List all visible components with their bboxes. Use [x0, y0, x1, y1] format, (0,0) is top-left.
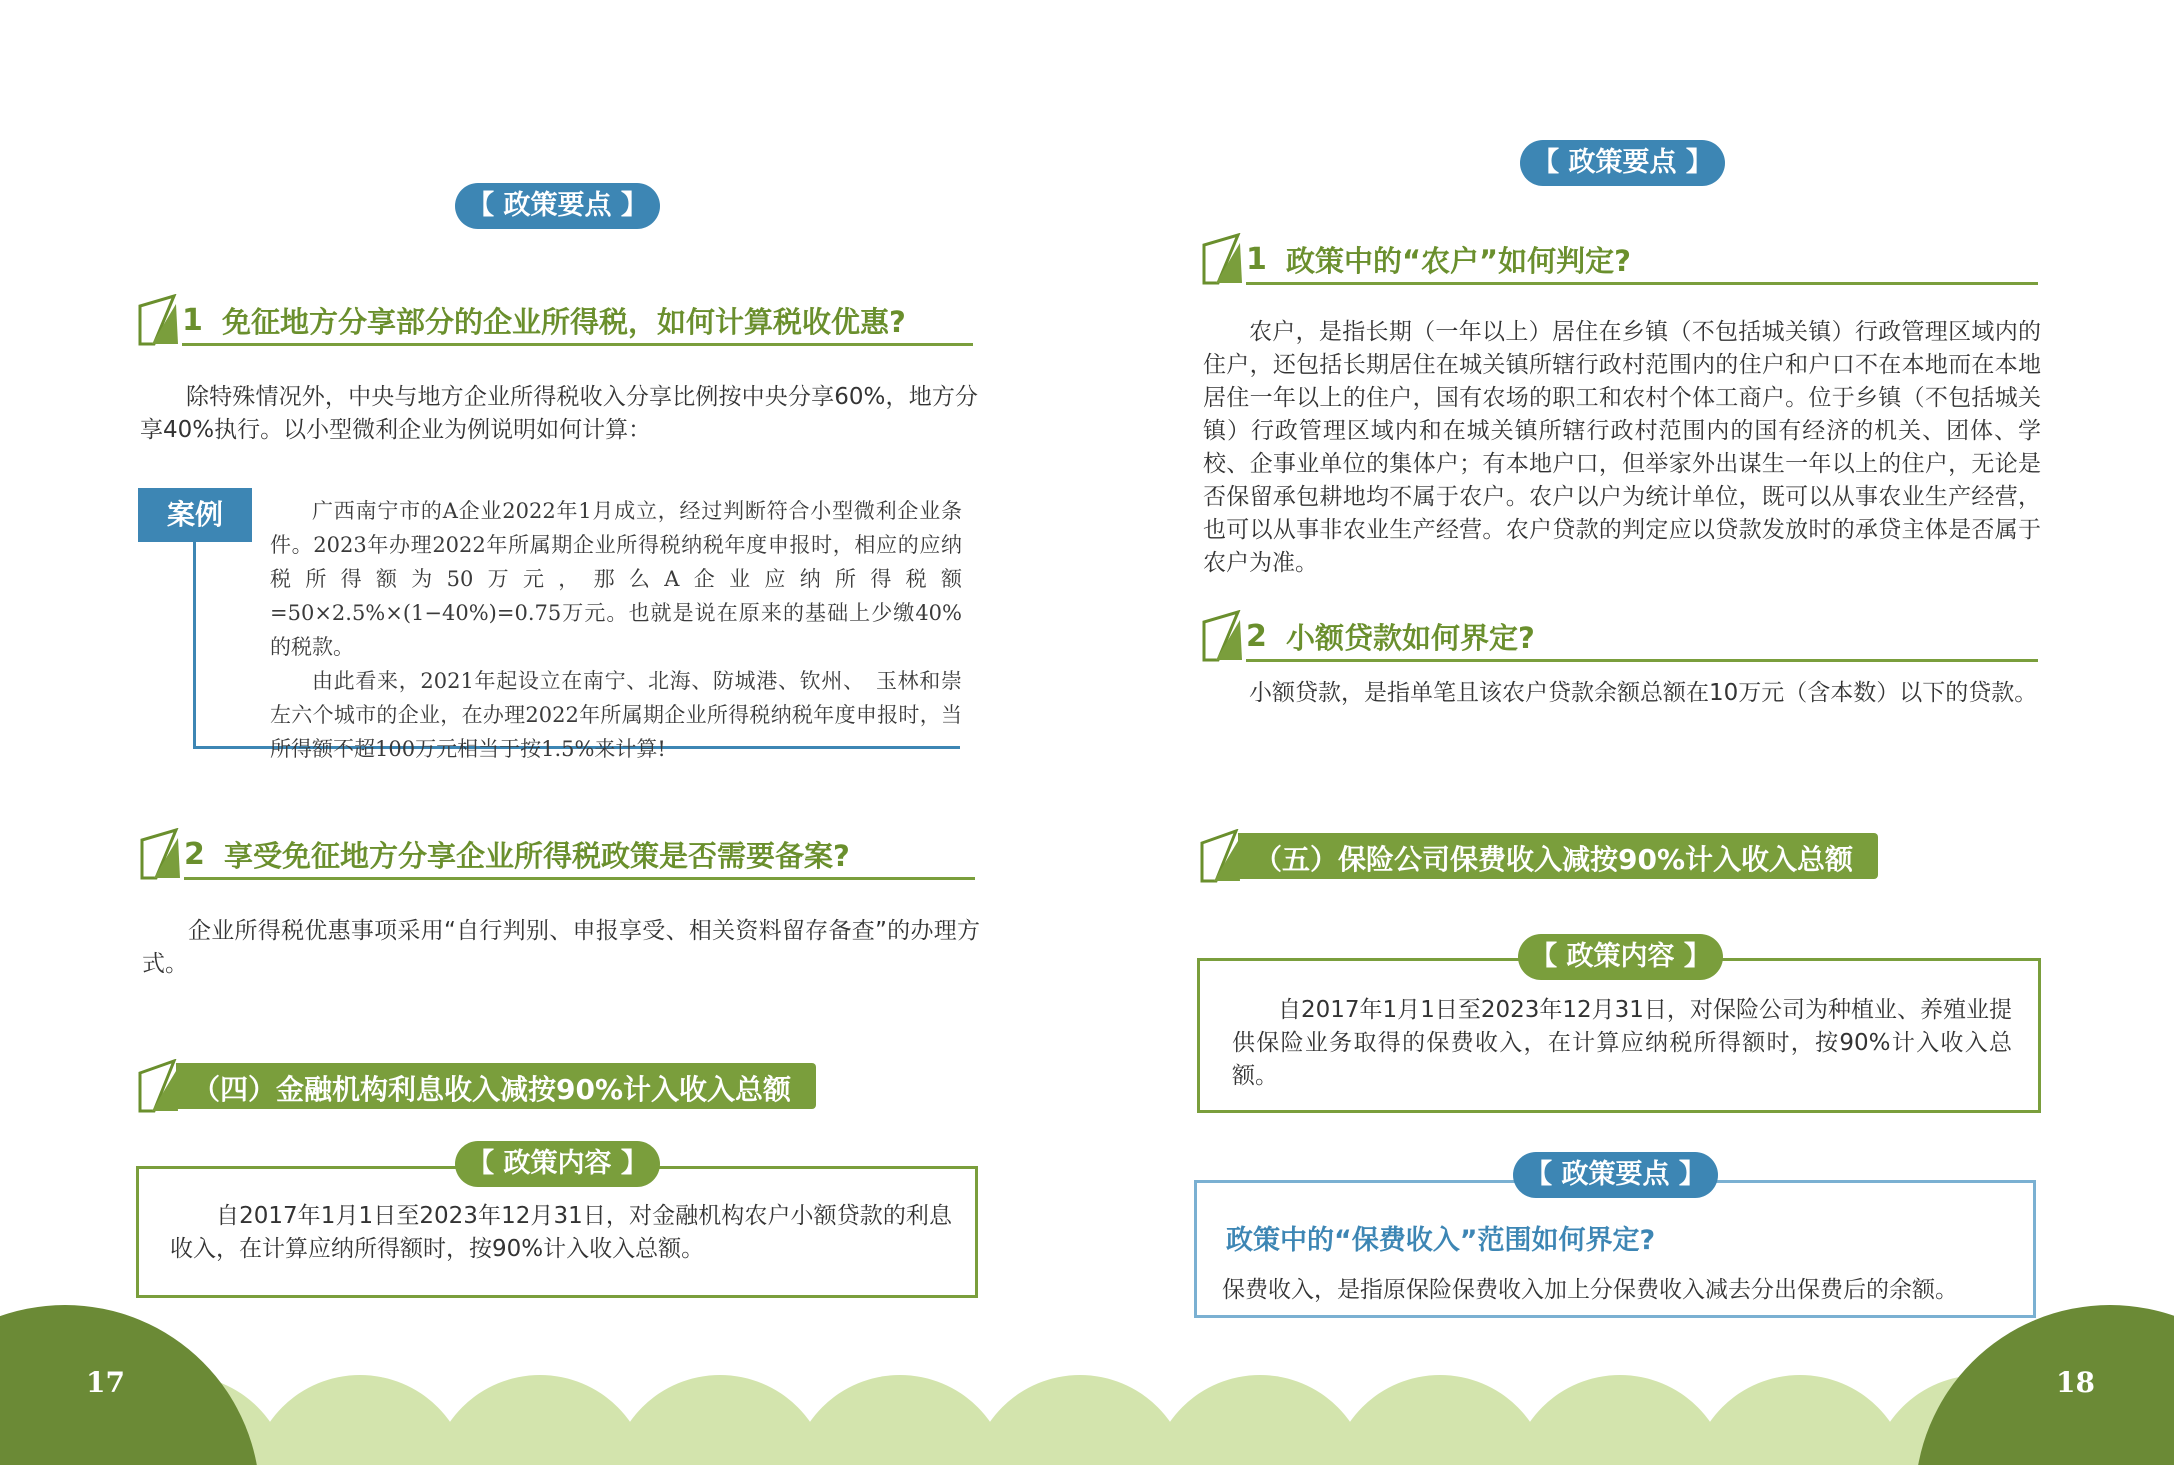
- question-title: 免征地方分享部分的企业所得税，如何计算税收优惠?: [222, 305, 906, 339]
- heading-underline: [184, 877, 975, 880]
- left-q1-intro: 除特殊情况外，中央与地方企业所得税收入分享比例按中央分享60%，地方分享40%执行。以小型微利企业为例说明如何计算：: [140, 384, 978, 443]
- policy-points-pill-left: 【 政策要点 】: [455, 183, 660, 229]
- section-5-content: 自2017年1月1日至2023年12月31日，对保险公司为种植业、养殖业提供保险业务取得的保费收入，在计算应纳税所得额时，按90%计入收入总额。: [1232, 997, 2012, 1089]
- policy-content-pill-left: 【 政策内容 】: [455, 1141, 660, 1187]
- question-number: 1: [1246, 242, 1267, 277]
- left-q2-text: 企业所得税优惠事项采用“自行判别、申报享受、相关资料留存备查”的办理方式。: [142, 918, 980, 977]
- premium-title: 政策中的“保费收入”范围如何界定?: [1226, 1225, 1656, 1256]
- policy-points-pill-right-2: 【 政策要点 】: [1513, 1152, 1718, 1198]
- heading-underline: [1246, 282, 2038, 285]
- right-question-2-heading: [1202, 610, 2038, 662]
- case-label: 案例: [138, 488, 252, 542]
- left-question-1-heading: [138, 294, 973, 346]
- section-4-title: （四）金融机构利息收入减按90%计入收入总额: [192, 1073, 792, 1106]
- arrow-tag-icon: [138, 1059, 196, 1113]
- page-number-left: 17: [86, 1366, 125, 1399]
- case-box-left-border: [193, 542, 196, 749]
- question-number: 2: [184, 837, 205, 872]
- heading-underline: [182, 343, 973, 346]
- footer-wave-decoration: [0, 1300, 2174, 1465]
- case-text: [270, 494, 962, 766]
- question-title: 政策中的“农户”如何判定?: [1286, 244, 1631, 278]
- right-question-1-heading: [1202, 233, 2038, 285]
- page-number-right: 18: [2056, 1366, 2095, 1399]
- premium-text: 保费收入，是指原保险保费收入加上分保费收入减去分出保费后的余额。: [1222, 1277, 1958, 1303]
- case-paragraph-1: 广西南宁市的A企业2022年1月成立，经过判断符合小型微利企业条件。2023年办理2022年所属期企业所得税纳税年度申报时，相应的应纳税所得额为50万元，那么A企业应纳所得税额=50×2.5%×(1−40%)=0.75万元。也就是说在原来的基础上少缴40% 的税款。: [270, 499, 962, 659]
- question-number: 1: [182, 303, 203, 338]
- policy-content-pill-right: 【 政策内容 】: [1518, 934, 1723, 980]
- section-4-title-bar: [138, 1063, 816, 1109]
- policy-points-pill-right: 【 政策要点 】: [1520, 140, 1725, 186]
- question-title: 享受免征地方分享企业所得税政策是否需要备案?: [224, 839, 850, 873]
- heading-underline: [1246, 659, 2038, 662]
- right-q1-text: 农户，是指长期（一年以上）居住在乡镇（不包括城关镇）行政管理区域内的住户，还包括长期居住在城关镇所辖行政村范围内的住户和户口不在本地而在本地居住一年以上的住户，国有农场的职工和农村个体工商户。位于乡镇（不包括城关镇）行政管理区域内和在城关镇所辖行政村范围内的国有经济的机关、团体、学校、企事业单位的集体户；有本地户口，但举家外出谋生一年以上的住户，无论是否保留承包耕地均不属于农户。农户以户为统计单位，既可以从事农业生产经营，也可以从事非农业生产经营。农户贷款的判定应以贷款发放时的承贷主体是否属于农户为准。: [1203, 319, 2041, 576]
- section-5-title: （五）保险公司保费收入减按90%计入收入总额: [1254, 843, 1854, 876]
- arrow-tag-icon: [1200, 829, 1258, 883]
- question-title: 小额贷款如何界定?: [1286, 621, 1535, 655]
- section-5-title-bar: [1200, 833, 1878, 879]
- case-paragraph-2: 由此看来，2021年起设立在南宁、北海、防城港、钦州、 玉林和崇左六个城市的企业，在办理2022年所属期企业所得税纳税年度申报时，当所得额不超100万元相当于按1.5%来计算!: [270, 669, 962, 761]
- right-q2-text: 小额贷款，是指单笔且该农户贷款余额总额在10万元（含本数）以下的贷款。: [1249, 680, 2038, 706]
- question-number: 2: [1246, 619, 1267, 654]
- left-question-2-heading: [140, 828, 975, 880]
- section-4-content: 自2017年1月1日至2023年12月31日，对金融机构农户小额贷款的利息收入，在计算应纳所得额时，按90%计入收入总额。: [170, 1203, 952, 1262]
